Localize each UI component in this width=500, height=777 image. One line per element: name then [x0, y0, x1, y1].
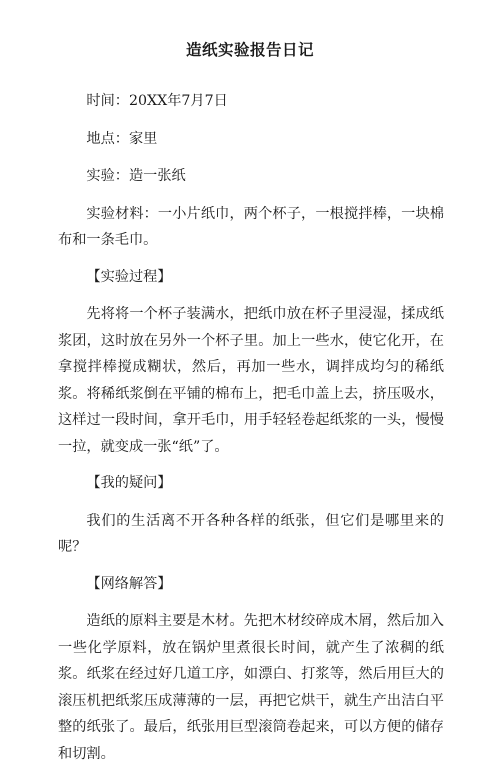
materials-paragraph: 实验材料：一小片纸巾，两个杯子，一根搅拌棒，一块棉布和一条毛巾。	[58, 205, 444, 248]
question-heading: 【我的疑问】	[86, 475, 172, 491]
process-paragraph: 先将将一个杯子装满水，把纸巾放在杯子里浸湿，揉成纸浆团，这时放在另外一个杯子里。加上一些水，使它化开，在拿搅拌棒搅成糊状，然后，再加一些水，调拌成均匀的稀纸浆。将稀纸浆倒在平铺的棉布上，把毛巾盖上去，挤压吸水，这样过一段时间，拿开毛巾，用手轻轻卷起纸浆的一头，慢慢一拉，就变成一张“纸”了。	[58, 306, 444, 455]
answer-paragraph: 造纸的原料主要是木材。先把木材绞碎成木屑，然后加入一些化学原料，放在锅炉里煮很长时间，就产生了浓稠的纸浆。纸浆在经过好几道工序，如漂白、打浆等，然后用巨大的滚压机把纸浆压成薄薄的一层，再把它烘干，就生产出洁白平整的纸张了。最后，纸张用巨型滚筒卷起来，可以方便的储存和切割。	[58, 613, 444, 762]
question-paragraph: 我们的生活离不开各种各样的纸张，但它们是哪里来的呢？	[58, 512, 444, 555]
answer-heading: 【网络解答】	[86, 575, 172, 592]
process-heading: 【实验过程】	[86, 268, 172, 285]
place-line: 地点：家里	[86, 130, 158, 147]
document-title: 造纸实验报告日记	[185, 41, 314, 59]
document-body	[58, 88, 444, 777]
time-line: 时间：20XX年7月7日	[86, 93, 228, 109]
experiment-line: 实验：造一张纸	[86, 168, 186, 184]
